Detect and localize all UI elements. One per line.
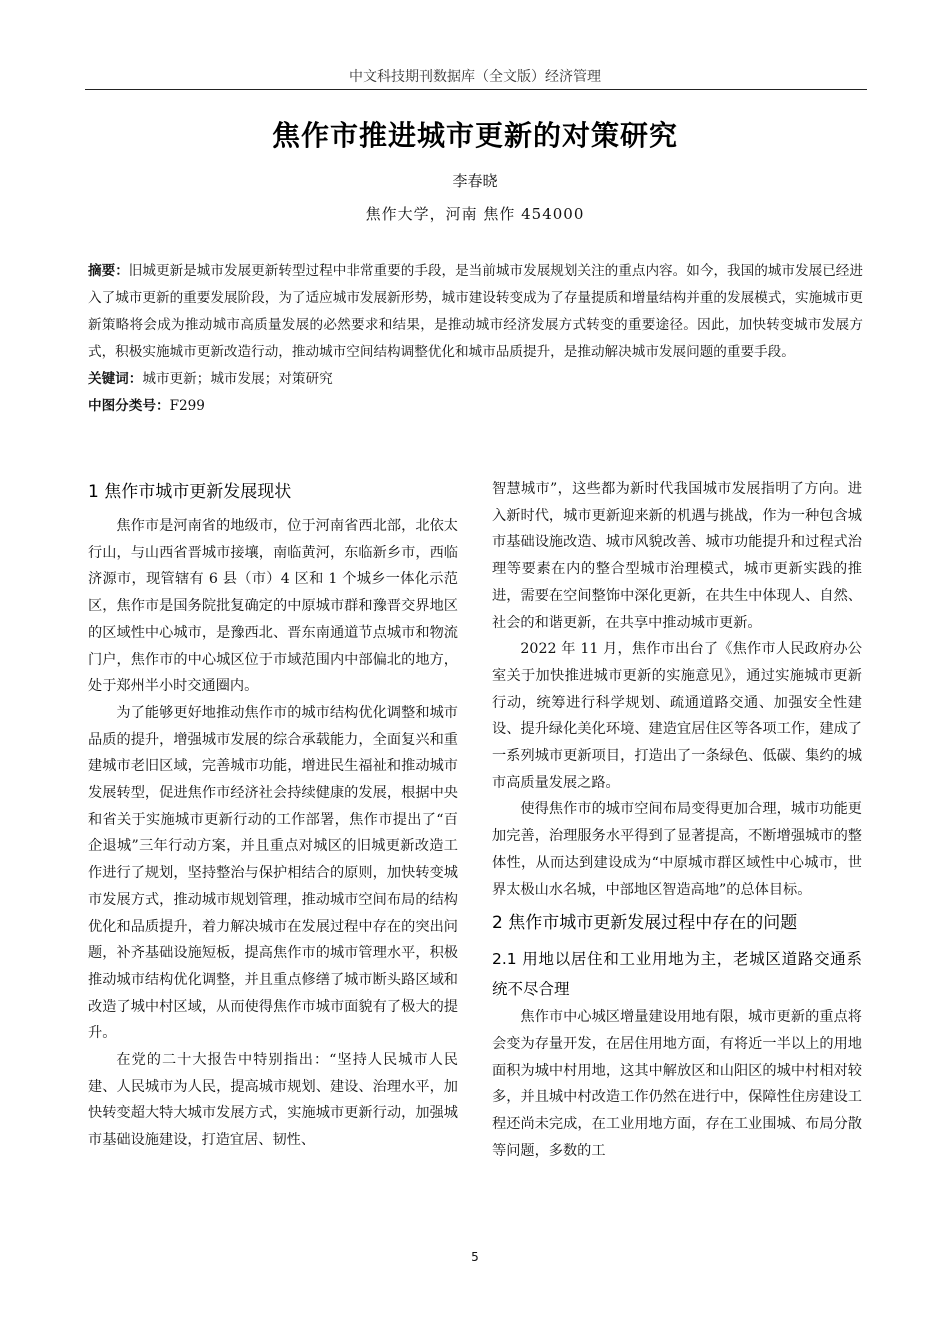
abstract-label: 摘要： [88,263,129,279]
paper-title: 焦作市推进城市更新的对策研究 [271,119,678,152]
keywords-text: 城市更新；城市发展；对策研究 [142,371,333,387]
paragraph-3: 在党的二十大报告中特别指出：“坚持人民城市人民建、人民城市为人民，提高城市规划、建设、治理水平，加快转变超大特大城市发展方式，实施城市更新行动，加强城市基础设施建设，打造宜居、韧性、 [88,1052,458,1149]
abstract-paragraph [88,258,863,366]
right-column [492,476,862,1164]
keywords-label: 关键词： [88,371,143,387]
paragraph-6: 焦作市中心城区增量建设用地有限，城市更新的重点将会变为存量开发，在居住用地方面，有将近一半以上的用地面积为城中村用地，这其中解放区和山阳区的城中村相对较多，并且城中村改造工作仍然在进行中，保障性住房建设工程还尚未完成，在工业用地方面，存在工业围城、布局分散等问题，多数的工 [492,1009,862,1159]
section-1-heading: 1 焦作市城市更新发展现状 [88,482,292,502]
paragraph-3-continued: 智慧城市”，这些都为新时代我国城市发展指明了方向。进入新时代，城市更新迎来新的机遇与挑战，作为一种包含城市基础设施改造、城市风貌改善、城市功能提升和过程式治理等要素在内的整合型城市治理模式，城市更新实践的推进，需要在空间整饰中深化更新，在共生中体现人、自然、社会的和谐更新，在共享中推动城市更新。 [492,481,862,631]
clc-line [88,393,863,420]
paragraph-5: 使得焦作市的城市空间布局变得更加合理，城市功能更加完善，治理服务水平得到了显著提高，不断增强城市的整体性，从而达到建设成为“中原城市群区域性中心城市，世界太极山水名城，中部地区智造高地”的总体目标。 [492,801,862,898]
paragraph-2: 为了能够更好地推动焦作市的城市结构优化调整和城市品质的提升，增强城市发展的综合承载能力，全面复兴和重建城市老旧区域，完善城市功能，增进民生福祉和推动城市发展转型，促进焦作市经济社会持续健康的发展，根据中央和省关于实施城市更新行动的工作部署，焦作市提出了“百企退城”三年行动方案，并且重点对城区的旧城更新改造工作进行了规划，坚持整治与保护相结合的原则，加快转变城市发展方式，推动城市规划管理，推动城市空间布局的结构优化和品质提升，着力解决城市在发展过程中存在的突出问题，补齐基础设施短板，提高焦作市的城市管理水平，积极推动城市结构优化调整，并且重点修缮了城市断头路区域和改造了城中村区域，从而使得焦作市城市面貌有了极大的提升。 [88,704,458,1042]
paper-affiliation: 焦作大学，河南 焦作 454000 [365,205,585,223]
paper-author: 李春晓 [452,172,498,190]
abstract-text: 旧城更新是城市发展更新转型过程中非常重要的手段，是当前城市发展规划关注的重点内容。如今，我国的城市发展已经进入了城市更新的重要发展阶段，为了适应城市发展新形势，城市建设转变成为了存量提质和增量结构并重的发展模式，实施城市更新策略将会成为推动城市高质量发展的必然要求和结果，是推动城市经济发展方式转变的重要途径。因此，加快转变城市发展方式，积极实施城市更新改造行动，推动城市空间结构调整优化和城市品质提升，是推动解决城市发展问题的重要手段。 [88,263,864,360]
paragraph-1: 焦作市是河南省的地级市，位于河南省西北部，北依太行山，与山西省晋城市接壤，南临黄河，东临新乡市，西临济源市，现管辖有 6 县（市）4 区和 1 个城乡一体化示范区，焦作市是国务院批复确定的中原城市群和豫晋交界地区的区域性中心城市，是豫西北、晋东南通道节点城市和物流门户，焦作市的中心城区位于市域范围内中部偏北的地方，处于郑州半小时交通圈内。 [88,518,458,695]
header-rule [85,89,867,90]
paragraph-4: 2022 年 11 月，焦作市出台了《焦作市人民政府办公室关于加快推进城市更新的实施意见》，通过实施城市更新行动，统筹进行科学规划、疏通道路交通、加强安全性建设、提升绿化美化环境、建造宜居住区等各项工作，建成了一系列城市更新项目，打造出了一条绿色、低碳、集约的城市高质量发展之路。 [492,641,862,791]
left-column [88,476,458,1154]
section-2-heading: 2 焦作市城市更新发展过程中存在的问题 [492,913,798,934]
section-2-1-heading: 2.1 用地以居住和工业用地为主，老城区道路交通系统不尽合理 [492,950,862,999]
abstract-block [88,258,863,420]
page-number: 5 [471,1250,479,1264]
keywords-line [88,366,863,393]
clc-text: F299 [169,398,205,414]
journal-header: 中文科技期刊数据库（全文版）经济管理 [349,69,601,85]
clc-label: 中图分类号： [88,398,170,414]
